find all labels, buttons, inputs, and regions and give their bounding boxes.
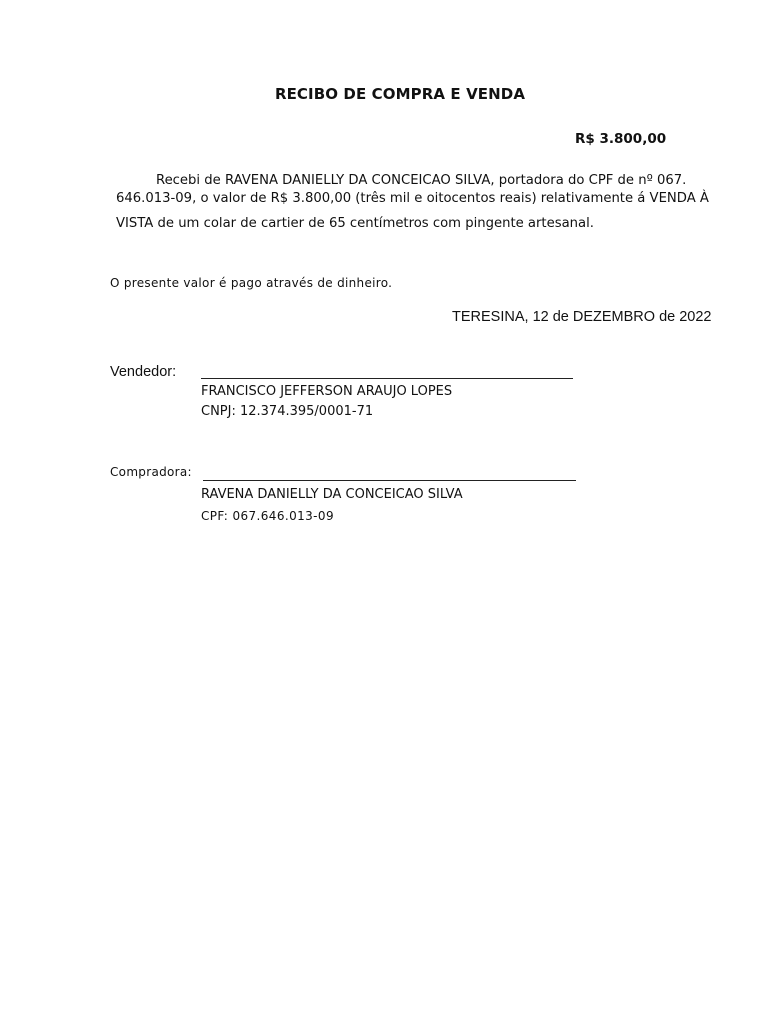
receipt-amount: R$ 3.800,00	[575, 131, 667, 147]
buyer-label: Compradora:	[110, 465, 192, 479]
buyer-name: RAVENA DANIELLY DA CONCEICAO SILVA	[201, 487, 463, 502]
body-text-line-2: 646.013-09, o valor de R$ 3.800,00 (três mil e oitocentos reais) relativamente á VENDA À	[116, 191, 709, 206]
buyer-signature-line	[203, 480, 576, 481]
seller-cnpj: CNPJ: 12.374.395/0001-71	[201, 404, 374, 419]
document-title: RECIBO DE COMPRA E VENDA	[274, 85, 526, 103]
seller-label: Vendedor:	[110, 364, 177, 380]
seller-signature-line	[201, 378, 573, 379]
payment-note: O presente valor é pago através de dinheiro.	[110, 276, 393, 290]
body-text-line-3: VISTA de um colar de cartier de 65 centímetros com pingente artesanal.	[116, 216, 594, 231]
buyer-cpf: CPF: 067.646.013-09	[201, 509, 334, 523]
city-date: TERESINA, 12 de DEZEMBRO de 2022	[452, 309, 712, 325]
body-text-line-1: Recebi de RAVENA DANIELLY DA CONCEICAO SILVA, portadora do CPF de nº 067.	[156, 173, 687, 188]
seller-name: FRANCISCO JEFFERSON ARAUJO LOPES	[201, 384, 453, 399]
